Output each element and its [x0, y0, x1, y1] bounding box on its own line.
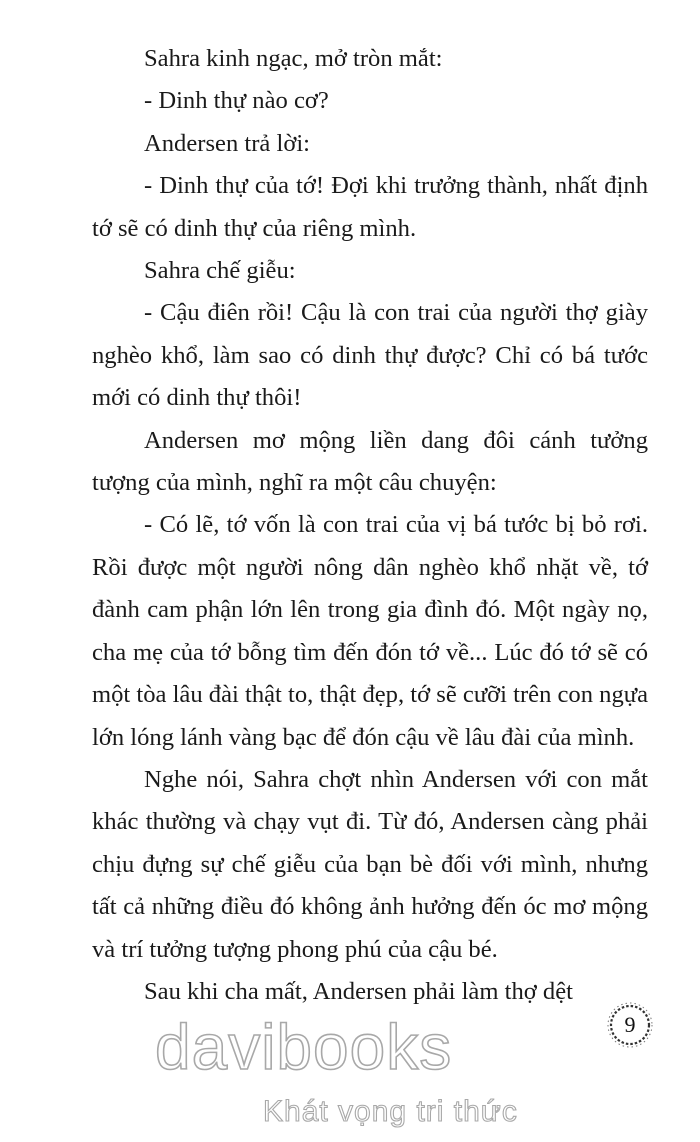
- paragraph: Andersen trả lời:: [144, 129, 310, 157]
- paragraph: Nghe nói, Sahra chợt nhìn Andersen với con mắt khác thường và chạy vụt đi. Từ đó, Andersen càng phải chịu đựng sự chế giễu của bạn bè đối với mình, nhưng tất cả những điều đó không ảnh hưởng đến óc mơ mộng và trí tưởng tượng phong phú của cậu bé.: [92, 765, 648, 963]
- watermark-logo: davibooks: [155, 1011, 453, 1083]
- watermark-tagline: Khát vọng tri thức: [263, 1095, 518, 1128]
- paragraph: - Có lẽ, tớ vốn là con trai của vị bá tước bị bỏ rơi. Rồi được một người nông dân nghèo khổ nhặt về, tớ đành cam phận lớn lên trong gia đình đó. Một ngày nọ, cha mẹ của tớ bỗng tìm đến đón tớ về... Lúc đó tớ sẽ có một tòa lâu đài thật to, thật đẹp, tớ sẽ cưỡi trên con ngựa lớn lóng lánh vàng bạc để đón cậu về lâu đài của mình.: [92, 511, 649, 751]
- page-number-badge: [605, 1000, 655, 1050]
- body-text: [92, 38, 648, 1013]
- paragraph: Sau khi cha mất, Andersen phải làm thợ dệt: [144, 977, 573, 1005]
- paragraph: - Dinh thự nào cơ?: [144, 87, 329, 115]
- paragraph: Sahra chế giễu:: [144, 257, 296, 285]
- paragraph: Andersen mơ mộng liền dang đôi cánh tưởng tượng của mình, nghĩ ra một câu chuyện:: [92, 426, 648, 497]
- paragraph: - Dinh thự của tớ! Đợi khi trưởng thành, nhất định tớ sẽ có dinh thự của riêng mình.: [92, 172, 648, 242]
- paragraph: - Cậu điên rồi! Cậu là con trai của người thợ giày nghèo khổ, làm sao có dinh thự được? Chỉ có bá tước mới có dinh thự thôi!: [92, 299, 648, 412]
- paragraph: Sahra kinh ngạc, mở tròn mắt:: [144, 45, 443, 72]
- page-number: 9: [624, 1012, 636, 1037]
